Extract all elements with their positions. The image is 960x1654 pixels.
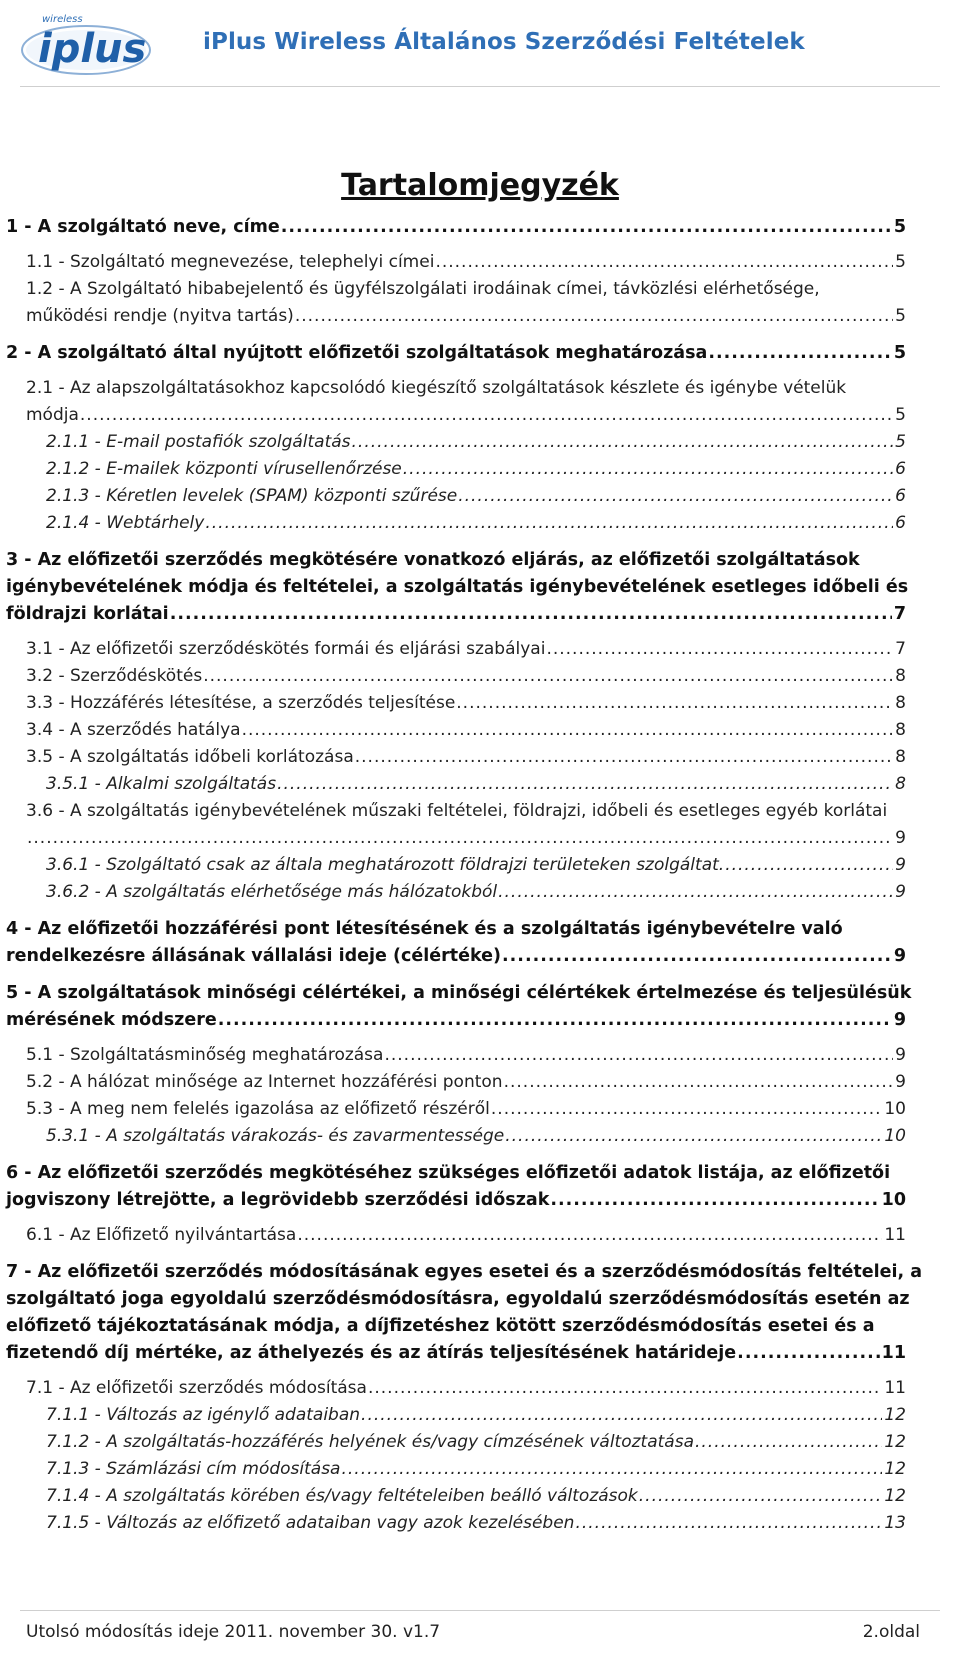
toc-page-number: 11 [884,1378,906,1398]
toc-entry-text: 6 - Az előfizetői szerződés megkötéséhez szükséges előfizetői adatok listája, az előfizetői [6,1163,891,1183]
toc-entry[interactable] [6,340,908,367]
toc-page-number: 11 [881,1343,906,1363]
toc-page-number: 9 [895,828,906,848]
toc-entry[interactable] [46,1456,908,1483]
toc-entry-text: 7.1.4 - A szolgáltatás körében és/vagy feltételeiben beálló változások [46,1486,638,1506]
toc-page-number: 8 [895,747,906,767]
toc-entry-text: 1 - A szolgáltató neve, címe [6,217,280,237]
toc-entry[interactable] [46,483,908,510]
toc-page-number: 8 [895,774,906,794]
footer-page-number: 2.oldal [862,1622,920,1642]
toc-page-number: 9 [893,946,906,966]
toc-page-number: 6 [895,459,906,479]
header-divider [20,86,940,87]
toc-entry-text: mérésének módszere [6,1010,217,1030]
toc-entry-text: 2.1.1 - E-mail postafiók szolgáltatás [46,432,351,452]
footer-modified-date: Utolsó módosítás ideje 2011. november 30. v1.7 [26,1622,441,1642]
toc-leader-dots [502,943,892,970]
toc-entry-text: 3.6 - A szolgáltatás igénybevételének műszaki feltételei, földrajzi, időbeli és esetleges egyéb korlátai [26,801,888,821]
toc-leader-dots [352,429,894,456]
toc-entry[interactable] [26,636,908,663]
toc-entry-text: 5.3.1 - A szolgáltatás várakozás- és zavarmentessége [46,1126,505,1146]
toc-leader-dots [242,717,894,744]
toc-page-number: 13 [884,1513,906,1533]
toc-page-number: 12 [884,1432,906,1452]
toc-entry-text: 3.3 - Hozzáférés létesítése, a szerződés teljesítése [26,693,456,713]
document-title: iPlus Wireless Általános Szerződési Feltételek [203,29,805,55]
toc-entry[interactable] [26,744,908,771]
toc-entry[interactable] [26,1069,908,1096]
toc-entry-text: 2 - A szolgáltató által nyújtott előfizetői szolgáltatások meghatározása [6,343,708,363]
toc-leader-dots [458,483,893,510]
toc-page-number: 6 [895,513,906,533]
toc-page-number: 5 [895,306,906,326]
toc-entry[interactable] [26,663,908,690]
toc-page-number: 6 [895,486,906,506]
toc-page-number: 5 [895,405,906,425]
toc-entry-text: 1.2 - A Szolgáltató hibabejelentő és ügyfélszolgálati irodáinak címei, távközlési elérhetősége, [26,279,820,299]
toc-entry-text: 4 - Az előfizetői hozzáférési pont létesítésének és a szolgáltatás igénybevételre való [6,919,843,939]
toc-page-number: 7 [895,639,906,659]
toc-entry[interactable] [46,1402,908,1429]
toc-page-number: 10 [884,1099,906,1119]
toc-leader-dots [384,1042,893,1069]
toc-entry[interactable] [26,276,908,330]
toc-leader-dots [695,1429,882,1456]
toc-leader-dots [355,744,893,771]
toc-leader-dots [203,663,893,690]
toc-entry-text: 7.1.5 - Változás az előfizető adataiban vagy azok kezelésében [46,1513,575,1533]
page-header [0,0,960,88]
toc-page-number: 8 [895,720,906,740]
toc-page-number: 10 [884,1126,906,1146]
toc-entry-text: 5.3 - A meg nem felelés igazolása az előfizető részéről [26,1099,490,1119]
toc-entry[interactable] [26,1096,908,1123]
toc-page-number: 8 [895,693,906,713]
toc-leader-dots [550,1187,879,1214]
toc-entry-text: igénybevételének módja és feltételei, a szolgáltatás igénybevételének esetleges időbeli és [6,577,909,597]
toc-entry-text: 3.5 - A szolgáltatás időbeli korlátozása [26,747,354,767]
toc-page-number: 9 [893,1010,906,1030]
toc-leader-dots [504,1069,894,1096]
logo-wordmark: iplus [38,26,147,72]
toc-entry-text: 1.1 - Szolgáltató megnevezése, telephelyi címei [26,252,435,272]
toc-leader-dots [368,1375,882,1402]
toc-leader-dots [491,1096,882,1123]
toc-entry-text: előfizető tájékoztatásának módja, a díjfizetéshez kötött szerződésmódosítás esetei és a [6,1316,875,1336]
toc-page-number: 5 [893,343,906,363]
toc-page-number: 9 [895,1072,906,1092]
toc-entry-text: működési rendje (nyitva tartás) [26,306,294,326]
toc-entry[interactable] [6,1160,908,1214]
toc-page-number: 9 [895,882,906,902]
toc-entry-text: 2.1.2 - E-mailek központi vírusellenőrzése [46,459,402,479]
toc-entry-text: 3.6.2 - A szolgáltatás elérhetősége más hálózatokból [46,882,498,902]
toc-heading: Tartalomjegyzék [341,168,619,203]
toc-leader-dots [361,1402,882,1429]
toc-leader-dots [639,1483,883,1510]
toc-leader-dots [737,1340,879,1367]
toc-entry-text: 5.2 - A hálózat minősége az Internet hozzáférési ponton [26,1072,503,1092]
toc-entry-text: 7.1.1 - Változás az igénylő adataiban [46,1405,361,1425]
toc-leader-dots [725,852,893,879]
toc-entry[interactable] [26,375,908,429]
toc-entry[interactable] [46,1123,908,1150]
toc-entry-text: 5.1 - Szolgáltatásminőség meghatározása [26,1045,384,1065]
toc-page-number: 7 [893,604,906,624]
toc-leader-dots [281,214,892,241]
toc-entry-text: 3.6.1 - Szolgáltató csak az általa meghatározott földrajzi területeken szolgáltat. [46,855,725,875]
toc-entry[interactable] [6,1259,923,1367]
toc-leader-dots [277,771,893,798]
toc-entry-text: 3.4 - A szerződés hatálya [26,720,241,740]
toc-page-number: 9 [895,1045,906,1065]
toc-entry-text: földrajzi korlátai [6,604,169,624]
toc-leader-dots [295,303,893,330]
toc-leader-dots [170,601,892,628]
toc-entry-text: 3.5.1 - Alkalmi szolgáltatás [46,774,277,794]
toc-page-number: 11 [884,1225,906,1245]
toc-entry[interactable] [26,690,908,717]
toc-entry[interactable] [46,771,908,798]
iplus-logo [18,10,158,80]
toc-entry[interactable] [26,717,908,744]
toc-page-number: 5 [895,432,906,452]
table-of-contents [0,214,960,1537]
toc-entry[interactable] [26,1042,908,1069]
toc-leader-dots [403,456,893,483]
toc-entry[interactable] [46,429,908,456]
toc-entry-text: 2.1 - Az alapszolgáltatásokhoz kapcsolódó kiegészítő szolgáltatások készlete és igénybe vételük [26,378,847,398]
toc-entry-text: 2.1.4 - Webtárhely [46,513,205,533]
toc-entry-text: 7 - Az előfizetői szerződés módosításának egyes esetei és a szerződésmódosítás feltételei, a [6,1262,923,1282]
toc-leader-dots [218,1007,892,1034]
toc-page-number: 5 [895,252,906,272]
toc-leader-dots [708,340,892,367]
toc-page-number: 5 [893,217,906,237]
toc-entry-text: szolgáltató joga egyoldalú szerződésmódosításra, egyoldalú szerződésmódosítás esetén az [6,1289,910,1309]
toc-entry[interactable] [46,1510,908,1537]
footer-divider [20,1610,940,1611]
toc-entry[interactable] [26,1222,908,1249]
toc-entry[interactable] [46,879,908,906]
toc-entry-text: 3 - Az előfizetői szerződés megkötésére vonatkozó eljárás, az előfizetői szolgáltatások [6,550,860,570]
toc-leader-dots [435,249,893,276]
toc-page-number: 12 [884,1405,906,1425]
toc-page-number: 10 [881,1190,906,1210]
toc-leader-dots [205,510,893,537]
toc-leader-dots [456,690,893,717]
toc-entry-text: 7.1.2 - A szolgáltatás-hozzáférés helyének és/vagy címzésének változtatása [46,1432,694,1452]
toc-entry[interactable] [6,214,908,241]
toc-entry-text: 6.1 - Az Előfizető nyilvántartása [26,1225,297,1245]
toc-leader-dots [341,1456,882,1483]
toc-entry-text: 2.1.3 - Kéretlen levelek (SPAM) központi szűrése [46,486,458,506]
toc-entry-text: 3.2 - Szerződéskötés [26,666,203,686]
toc-entry[interactable] [46,510,908,537]
toc-leader-dots [27,825,893,852]
logo-tag: wireless [42,14,83,25]
toc-leader-dots [498,879,893,906]
toc-leader-dots [297,1222,882,1249]
toc-entry[interactable] [26,798,908,852]
toc-entry-text: 5 - A szolgáltatások minőségi célértékei, a minőségi célértékek értelmezése és teljesülésük [6,983,912,1003]
toc-page-number: 8 [895,666,906,686]
toc-entry[interactable] [46,456,908,483]
toc-entry-text: jogviszony létrejötte, a legrövidebb szerződési időszak [6,1190,550,1210]
toc-entry-text: 3.1 - Az előfizetői szerződéskötés formái és eljárási szabályai [26,639,546,659]
toc-leader-dots [505,1123,882,1150]
toc-leader-dots [546,636,893,663]
toc-entry[interactable] [46,852,908,879]
toc-entry[interactable] [26,1375,908,1402]
toc-entry[interactable] [6,980,912,1034]
toc-page-number: 9 [895,855,906,875]
toc-entry-text: 7.1 - Az előfizetői szerződés módosítása [26,1378,367,1398]
toc-leader-dots [575,1510,882,1537]
toc-entry-text: módja [26,405,79,425]
toc-entry[interactable] [26,249,908,276]
toc-entry[interactable] [6,547,908,628]
toc-page-number: 12 [884,1486,906,1506]
toc-entry[interactable] [6,916,908,970]
toc-entry-text: fizetendő díj mértéke, az áthelyezés és az átírás teljesítésének határideje [6,1343,737,1363]
toc-entry[interactable] [46,1429,908,1456]
toc-entry[interactable] [46,1483,908,1510]
toc-page-number: 12 [884,1459,906,1479]
toc-entry-text: rendelkezésre állásának vállalási ideje (célértéke) [6,946,501,966]
toc-leader-dots [80,402,893,429]
toc-entry-text: 7.1.3 - Számlázási cím módosítása [46,1459,341,1479]
